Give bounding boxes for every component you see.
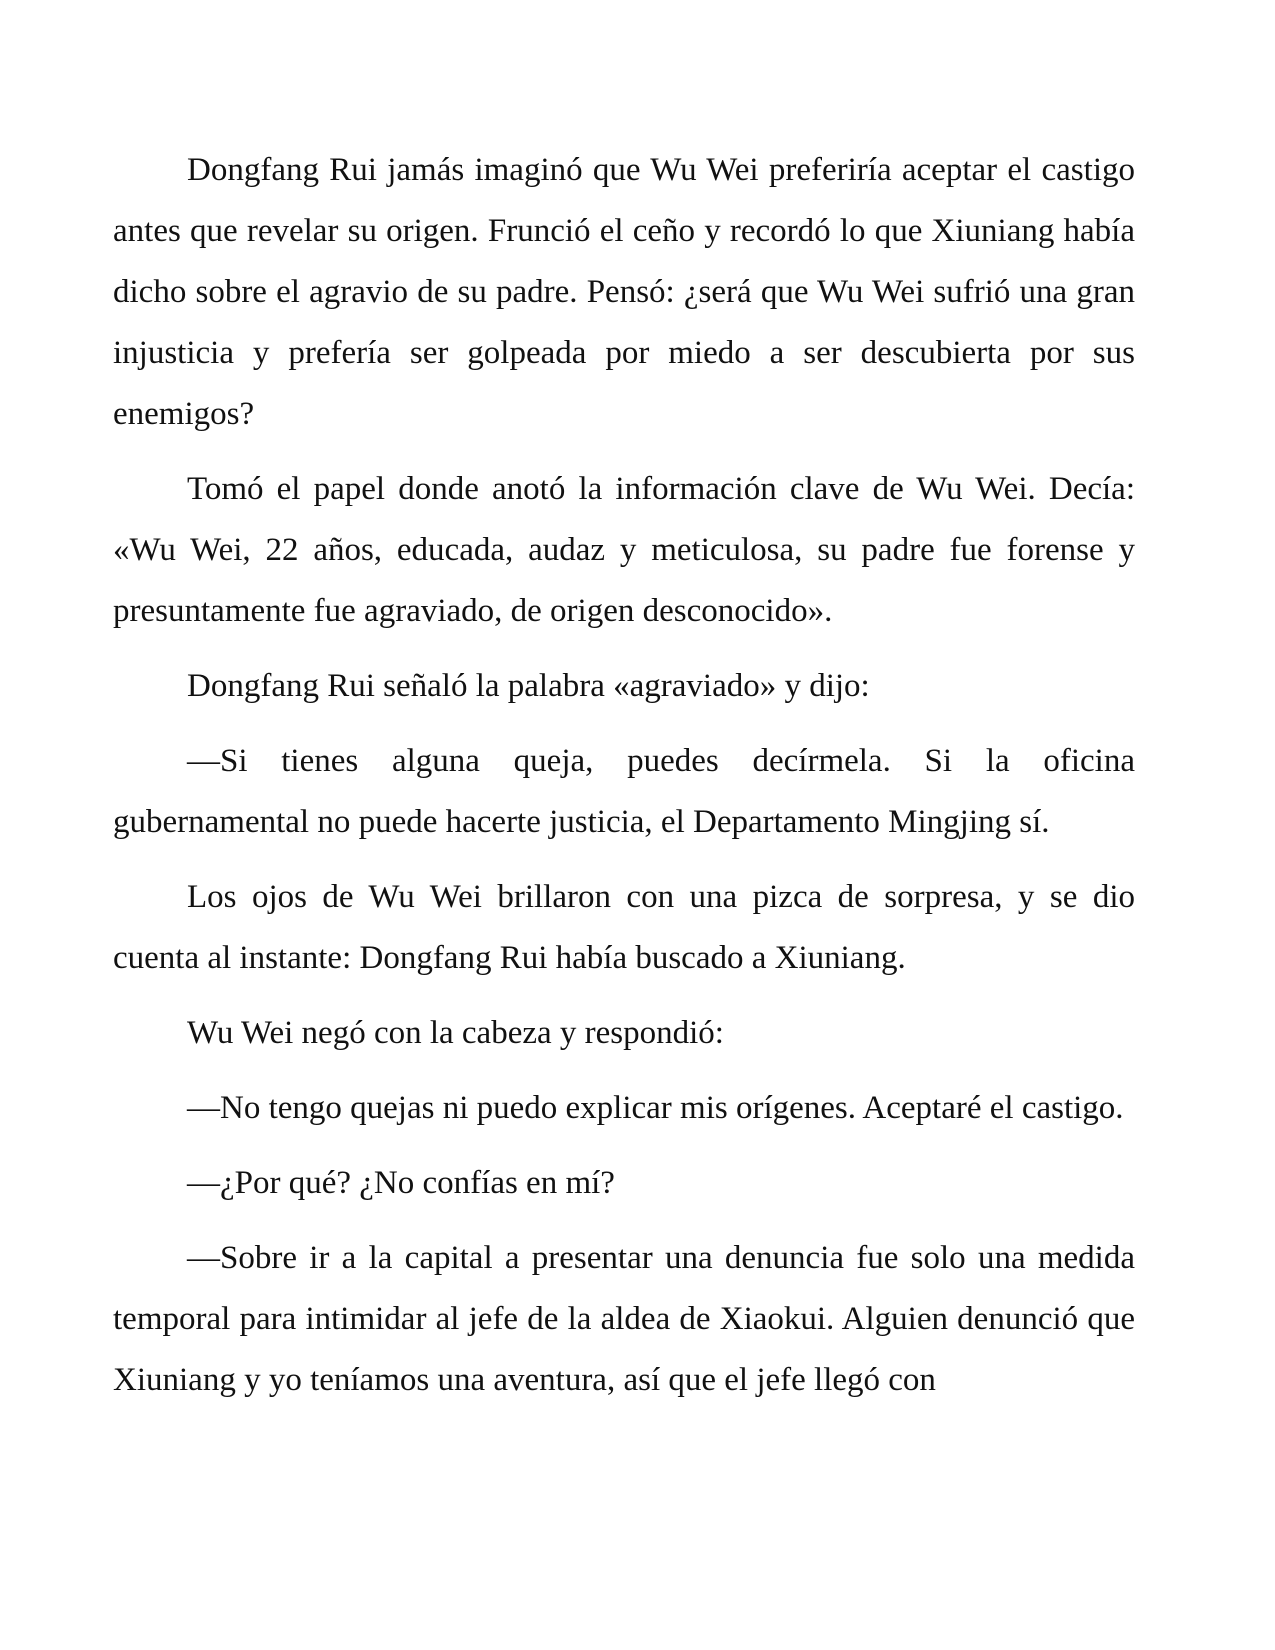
paragraph: —No tengo quejas ni puedo explicar mis orígenes. Aceptaré el castigo. [187, 1090, 1124, 1126]
paragraph: Wu Wei negó con la cabeza y respondió: [187, 1015, 724, 1051]
paragraph: —¿Por qué? ¿No confías en mí? [187, 1165, 615, 1201]
paragraph: —Sobre ir a la capital a presentar una denuncia fue solo una medida temporal para intimidar al jefe de la aldea de Xiaokui. Alguien denunció que Xiuniang y yo teníamos una aventura, así que el jefe llegó con [113, 1240, 1135, 1398]
paragraph: Dongfang Rui señaló la palabra «agraviado» y dijo: [187, 668, 870, 704]
paragraph: —Si tienes alguna queja, puedes decírmela. Si la oficina gubernamental no puede hacerte justicia, el Departamento Mingjing sí. [113, 743, 1135, 840]
body-text [113, 140, 1135, 1425]
paragraph: Tomó el papel donde anotó la información clave de Wu Wei. Decía: «Wu Wei, 22 años, educada, audaz y meticulosa, su padre fue forense y presuntamente fue agraviado, de origen desconocido». [113, 471, 1135, 629]
paragraph: Dongfang Rui jamás imaginó que Wu Wei preferiría aceptar el castigo antes que revelar su origen. Frunció el ceño y recordó lo que Xiuniang había dicho sobre el agravio de su padre. Pensó: ¿será que Wu Wei sufrió una gran injusticia y prefería ser golpeada por miedo a ser descubierta por sus enemigos? [113, 152, 1135, 432]
paragraph: Los ojos de Wu Wei brillaron con una pizca de sorpresa, y se dio cuenta al instante: Dongfang Rui había buscado a Xiuniang. [113, 879, 1135, 976]
